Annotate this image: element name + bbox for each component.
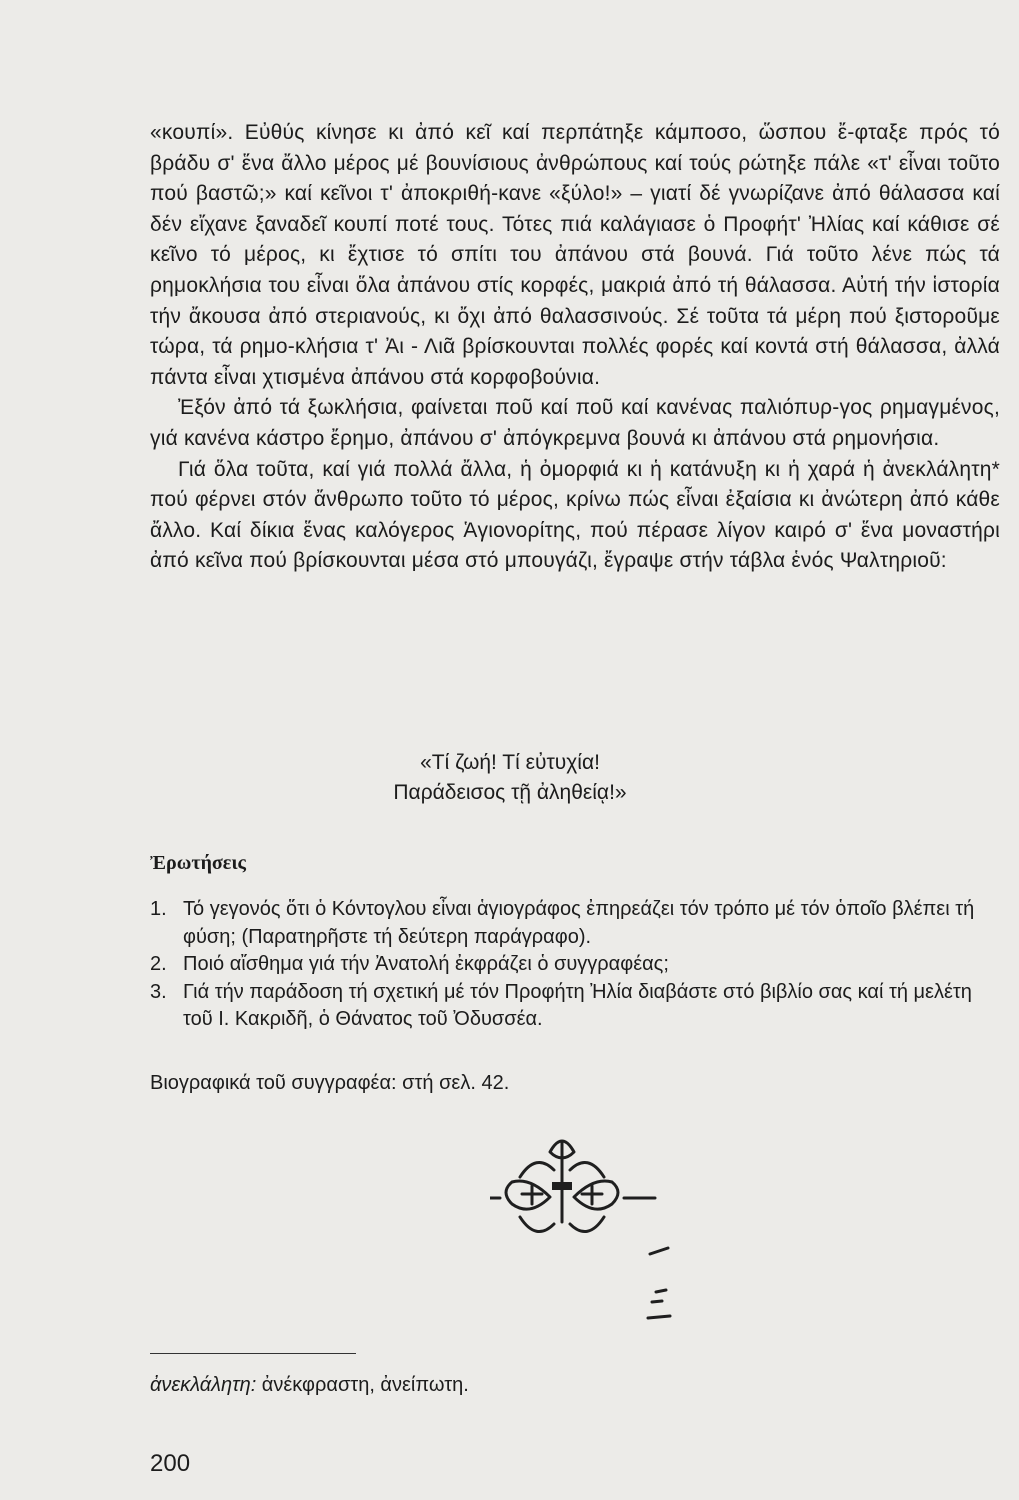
footnote-term: ἀνεκλάλητη: <box>150 1374 257 1396</box>
inscription-quote <box>300 748 720 808</box>
questions-list <box>150 896 1000 1034</box>
question-number: 3. <box>150 980 167 1003</box>
question-item <box>150 979 1000 1034</box>
paragraph-2: Ἐξόν ἀπό τά ξωκλήσια, φαίνεται ποῦ καί ποῦ καί κανένας παλιόπυρ-γος ρημαγμένος, γιά κανένα κάστρο ἔρημο, ἀπάνου σ' ἀπόγκρεμνα βουνά κι ἀπάνου στά ρημονήσια. <box>150 396 1000 450</box>
question-number: 2. <box>150 953 167 975</box>
paragraph-1: «κουπί». Εὐθύς κίνησε κι ἀπό κεῖ καί περπάτηξε κάμποσο, ὥσπου ἔ-φταξε πρός τό βράδυ σ' ἕνα ἄλλο μέρος μέ βουνίσιους ἀνθρώπους καί τούς ρώτηξε πάλε «τ' εἶναι τοῦτο πού βαστῶ;» καί κεῖνοι τ' ἀποκριθή-κανε «ξύλο!» – γιατί δέ γνωρίζανε ἀπό θάλασσα καί δέν εἴχανε ξαναδεῖ κουπί ποτέ τους. Τότες πιά καλάγιασε ὁ Προφήτ' Ἠλίας καί κάθισε σέ κεῖνο τό μέρος, κι ἔχτισε τό σπίτι του ἀπάνου στά βουνά. Γιά τοῦτο λένε πώς τά ρημοκλήσια του εἶναι ὅλα ἀπάνου στίς κορφές, μακριά ἀπό τή θάλασσα. Αὐτή τήν ἱστορία τήν ἄκουσα ἀπό στεριανούς, κι ὄχι ἀπό θαλασσινούς. Σέ τοῦτα τά μέρη πού ξιστοροῦμε τώρα, τά ρημο-κλήσια τ' Ἀι - Λιᾶ βρίσκουνται πολλές φορές καί κοντά στή θάλασσα, ἀλλά πάντα εἶναι χτισμένα ἀπάνου στά κορφοβούνια. <box>150 121 1000 389</box>
question-item <box>150 896 1000 951</box>
author-bio-reference: Βιογραφικά τοῦ συγγραφέα: στή σελ. 42. <box>150 1072 510 1094</box>
question-text: Τό γεγονός ὅτι ὁ Κόντογλου εἶναι ἁγιογράφος ἐπηρεάζει τόν τρόπο μέ τόν ὁποῖο βλέπει τή φύση; (Παρατηρῆστε τή δεύτερη παράγραφο). <box>183 898 975 948</box>
question-number: 1. <box>150 898 167 920</box>
paragraph-3: Γιά ὅλα τοῦτα, καί γιά πολλά ἄλλα, ἡ ὀμορφιά κι ἡ κατάνυξη κι ἡ χαρά ἡ ἀνεκλάλητη* πού φέρνει στόν ἄνθρωπο τοῦτο τό μέρος, κρίνω πώς εἶναι ἐξαίσια κι ἀνώτερη ἀπό κάθε ἄλλο. Καί δίκια ἕνας καλόγερος Ἁγιονορίτης, πού πέρασε λίγον καιρό σ' ἕνα μοναστήρι ἀπό κεῖνα πού βρίσκουνται μέσα στό μπουγάζι, ἔγραψε στήν τάβλα ἑνός Ψαλτηριοῦ: <box>150 457 1000 573</box>
floral-ornament-icon <box>490 1122 690 1342</box>
quote-line-1: «Τί ζωή! Τί εὐτυχία! <box>420 751 600 774</box>
questions-heading: Ἐρωτήσεις <box>150 852 246 874</box>
question-text: Γιά τήν παράδοση τή σχετική μέ τόν Προφήτη Ἠλία διαβάστε στό βιβλίο σας καί τή μελέτη τοῦ Ι. Κακριδῆ, ὁ Θάνατος τοῦ Ὀδυσσέα. <box>183 980 972 1030</box>
footnote <box>150 1374 469 1397</box>
footnote-divider <box>150 1353 356 1354</box>
main-text <box>150 118 1000 577</box>
quote-line-2: Παράδεισος τῇ ἀληθείᾳ!» <box>393 781 627 804</box>
footnote-definition: ἀνέκφραστη, ἀνείπωτη. <box>256 1374 469 1396</box>
page-number: 200 <box>150 1450 191 1477</box>
question-item <box>150 951 1000 979</box>
question-text: Ποιό αἴσθημα γιά τήν Ἀνατολή ἐκφράζει ὁ συγγραφέας; <box>183 953 669 975</box>
